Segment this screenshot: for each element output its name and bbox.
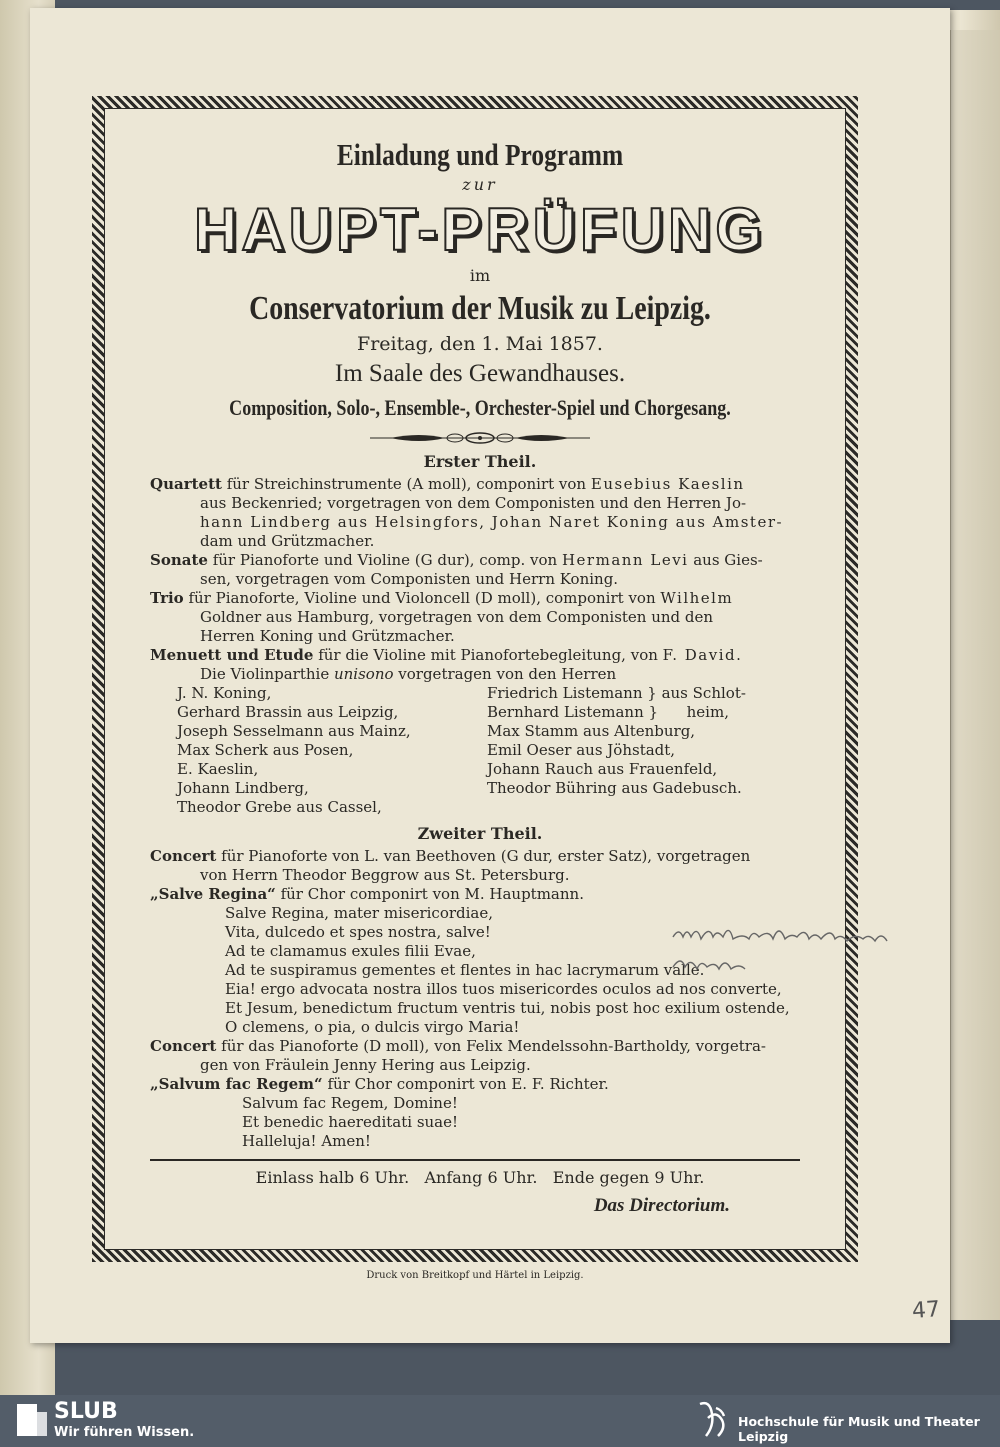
program-item-sonate: Sonate für Pianoforte und Violine (G dur), comp. von Hermann Levi aus Gies- sen, vorgetragen vom Componisten und Herrn Koning. — [150, 551, 763, 588]
heading-invitation: Einladung und Programm — [336, 137, 624, 172]
event-times: Einlass halb 6 Uhr. Anfang 6 Uhr. Ende gegen 9 Uhr. — [255, 1168, 705, 1187]
event-date: Freitag, den 1. Mai 1857. — [357, 333, 603, 355]
item-head: „Salve Regina“ — [150, 885, 276, 903]
item-head: Sonate — [150, 551, 208, 569]
item-head: Trio — [150, 589, 184, 607]
names-left-column — [177, 684, 487, 817]
slub-title: SLUB — [54, 1399, 118, 1424]
performer-name: Johann Rauch aus Frauenfeld, — [487, 760, 718, 778]
program-item-concert-mendelssohn: Concert für das Pianoforte (D moll), von Felix Mendelssohn-Bartholdy, vorgetra- gen von Fräulein Jenny Hering aus Leipzig. — [150, 1037, 766, 1074]
printer-credit: Druck von Breitkopf und Härtel in Leipzig. — [366, 1270, 584, 1281]
lyric-line: Ad te clamamus exules filii Evae, — [225, 942, 476, 960]
performer-name: Johann Lindberg, — [177, 779, 309, 797]
hmt-title: Hochschule für Musik und Theater Leipzig — [738, 1414, 980, 1444]
lyric-line: Halleluja! Amen! — [242, 1132, 371, 1150]
handwritten-annotation-image — [668, 915, 948, 985]
item-head: Concert — [150, 847, 217, 865]
performer-name: Friedrich Listemann } aus Schlot- — [487, 684, 746, 702]
item-head: Quartett — [150, 475, 222, 493]
performer-name: J. N. Koning, — [177, 684, 272, 702]
program-item-salvum-fac-regem: „Salvum fac Regem“ für Chor componirt von E. F. Richter. — [150, 1075, 609, 1093]
performer-name: Theodor Grebe aus Cassel, — [177, 798, 382, 816]
item-head: Concert — [150, 1037, 217, 1055]
performer-name: Gerhard Brassin aus Leipzig, — [177, 703, 399, 721]
program-item-menuett: Menuett und Etude für die Violine mit Pianofortebegleitung, von F. David. Die Violinparthie unisono vorgetragen von den Herren — [150, 646, 743, 683]
lyric-line: Et Jesum, benedictum fructum ventris tui, nobis post hoc exilium ostende, — [225, 999, 790, 1017]
heading-im: im — [469, 266, 491, 285]
lyric-line: Et benedic haereditati suae! — [242, 1113, 459, 1131]
lyric-line: Salvum fac Regem, Domine! — [242, 1094, 458, 1112]
lyric-line: Vita, dulcedo et spes nostra, salve! — [225, 923, 491, 941]
heading-conservatory: Conservatorium der Musik zu Leipzig. — [249, 290, 711, 327]
program-item-quartett: Quartett für Streichinstrumente (A moll), componirt von Eusebius Kaeslin aus Beckenried; vorgetragen von dem Componisten und den Herren Jo- hann Lindberg aus Helsingfors, Johan Naret Koning aus Amster- dam und Grützmacher. — [150, 475, 784, 550]
ornament-divider — [370, 431, 590, 445]
performer-name: Bernhard Listemann } heim, — [487, 703, 729, 721]
slub-logo-icon — [15, 1400, 51, 1440]
performer-name: Max Scherk aus Posen, — [177, 741, 354, 759]
lyric-line: Eia! ergo advocata nostra illos tuos misericordes oculos ad nos converte, — [225, 980, 782, 998]
section-part-one: Erster Theil. — [423, 452, 537, 471]
names-right-column — [487, 684, 837, 817]
lyric-line: Ad te suspiramus gementes et flentes in hac lacrymarum valle. — [225, 961, 705, 979]
footer-rule — [150, 1159, 800, 1161]
page-number: 47 — [911, 1297, 941, 1324]
item-head: Menuett und Etude — [150, 646, 314, 664]
section-part-two: Zweiter Theil. — [417, 824, 543, 843]
lyric-line: Salve Regina, mater misericordiae, — [225, 904, 494, 922]
program-item-concert-beethoven: Concert für Pianoforte von L. van Beethoven (G dur, erster Satz), vorgetragen von Herrn Theodor Beggrow aus St. Petersburg. — [150, 847, 751, 884]
item-head: „Salvum fac Regem“ — [150, 1075, 323, 1093]
event-venue: Im Saale des Gewandhauses. — [334, 360, 626, 387]
performer-name: E. Kaeslin, — [177, 760, 259, 778]
underlying-page-edge — [950, 30, 1000, 1320]
program-item-salve-regina: „Salve Regina“ für Chor componirt von M. Hauptmann. — [150, 885, 584, 903]
lyric-line: O clemens, o pia, o dulcis virgo Maria! — [225, 1018, 520, 1036]
program-item-trio: Trio für Pianoforte, Violine und Violoncell (D moll), componirt von Wilhelm Goldner aus Hamburg, vorgetragen von dem Componisten und den Herren Koning und Grützmacher. — [150, 589, 734, 645]
slub-slogan: Wir führen Wissen. — [54, 1425, 195, 1440]
performer-name: Joseph Sesselmann aus Mainz, — [177, 722, 411, 740]
heading-zur: zur — [462, 175, 498, 194]
event-subtitle: Composition, Solo-, Ensemble-, Orchester-Spiel und Chorgesang. — [229, 395, 731, 420]
performer-name: Theodor Bühring aus Gadebusch. — [487, 779, 742, 797]
hmt-logo-icon — [694, 1398, 730, 1444]
signature: Das Directorium. — [593, 1195, 730, 1216]
performer-name: Emil Oeser aus Jöhstadt, — [487, 741, 676, 759]
program-content — [150, 135, 810, 1223]
performer-name: Max Stamm aus Altenburg, — [487, 722, 696, 740]
heading-main-title: HAUPT-PRÜFUNG — [194, 196, 766, 263]
performer-names — [150, 684, 810, 817]
